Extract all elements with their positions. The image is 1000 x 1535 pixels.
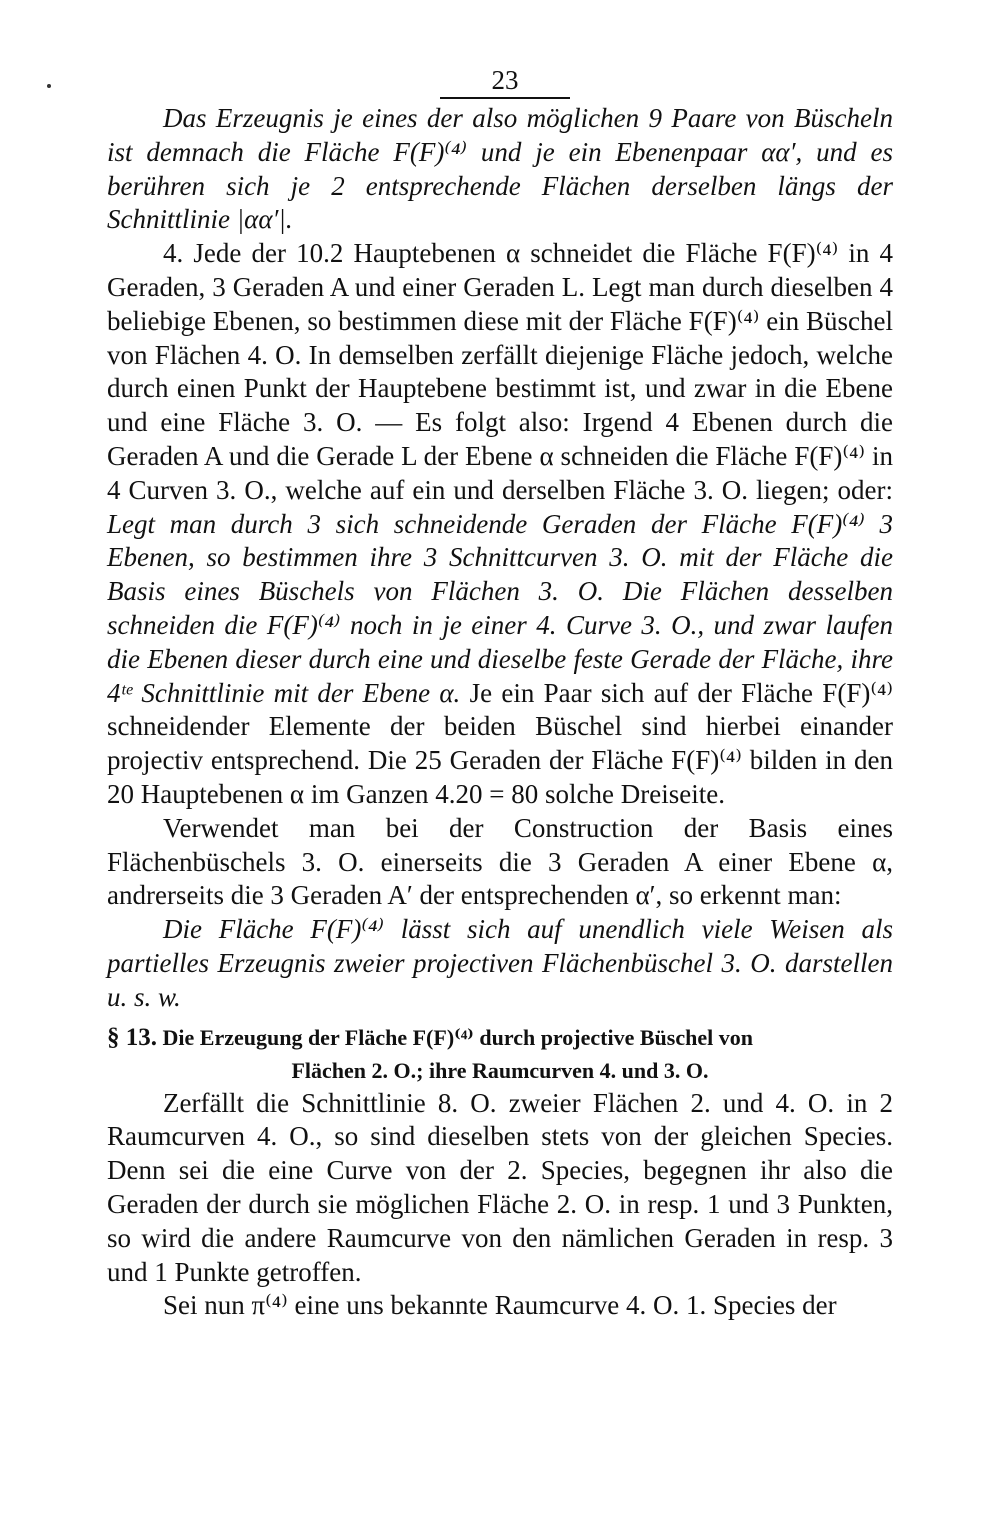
section-title-line-1: Die Erzeugung der Fläche F(F)⁽⁴⁾ durch projective Büschel von [162,1024,753,1050]
stray-ink-dot [47,84,51,88]
paragraph-1: Das Erzeugnis je eines der also möglichen 9 Paare von Büscheln ist demnach die Fläche F(F)⁽⁴⁾ und je ein Ebenenpaar αα′, und es berühren sich je 2 entsprechende Flächen derselben längs der Schnittlinie |αα′|. [107,103,893,235]
page-number-rule [440,97,570,99]
paragraph-3: Verwendet man bei der Construction der Basis eines Flächenbüschels 3. O. einerseits die 3 Geraden A einer Ebene α, andrerseits die 3 Geraden A′ der entsprechenden α′, so erkennt man: [107,812,893,911]
paragraph-4-theorem: Die Fläche F(F)⁽⁴⁾ lässt sich auf unendlich viele Weisen als partielles Erzeugnis zweier projectiven Flächenbüschel 3. O. darstellen u. s. w. [107,914,893,1012]
page-number: 23 [491,65,519,95]
paragraph-2-theorem: Legt man durch 3 sich schneidende Geraden der Fläche F(F)⁽⁴⁾ 3 Ebenen, so bestimmen ihre 3 Schnittcurven 3. O. mit der Fläche die Basis eines Büschels von Flächen 3. O. Die Flächen desselben schneiden die F(F)⁽⁴⁾ noch in je einer 4. Curve 3. O., und zwar laufen die Ebenen dieser durch eine und dieselbe feste Gerade der Fläche, ihre 4ᵗᵉ Schnittlinie mit der Ebene α. [107,508,893,708]
paragraph-2-regular: 4. Jede der 10.2 Hauptebenen α schneidet die Fläche F(F)⁽⁴⁾ in 4 Geraden, 3 Geraden A und einer Geraden L. Legt man durch dieselben 4 beliebige Ebenen, so bestimmen diese mit der Fläche F(F)⁽⁴⁾ ein Büschel von Flächen 4. O. In demselben zerfällt diejenige Fläche jedoch, welche durch einen Punkt der Hauptebene bestimmt ist, und zwar in die Ebene und eine Fläche 3. O. — Es folgt also: Irgend 4 Ebenen durch die Geraden A und die Gerade L der Ebene α schneiden die Fläche F(F)⁽⁴⁾ in 4 Curven 3. O., welche auf ein und derselben Fläche 3. O. liegen; oder: [107,238,893,505]
section-number: § 13. [107,1023,157,1051]
paragraph-6: Sei nun π⁽⁴⁾ eine uns bekannte Raumcurve 4. O. 1. Species der [163,1290,837,1321]
page-header [107,62,893,102]
paragraph-2 [107,237,893,812]
main-text [107,102,893,1323]
paragraph-5: Zerfällt die Schnittlinie 8. O. zweier Flächen 2. und 4. O. in 2 Raumcurven 4. O., so sind dieselben stets von der gleichen Species. Denn sei die eine Curve von der 2. Species, begegnen ihr also die Geraden der durch sie möglichen Fläche 2. O. in resp. 1 und 3 Punkten, so wird die andere Raumcurve von den nämlichen Geraden in resp. 3 und 1 Punkte getroffen. [107,1087,893,1287]
section-title-line-2: Flächen 2. O.; ihre Raumcurven 4. und 3. O. [291,1057,709,1083]
book-page [107,62,893,1323]
section-heading [107,1021,893,1087]
paragraph-2-tail: Je ein Paar sich auf der Fläche F(F)⁽⁴⁾ schneidender Elemente der beiden Büschel sind hierbei einander projectiv entsprechend. Die 25 Geraden der Fläche F(F)⁽⁴⁾ bilden in den 20 Hauptebenen α im Ganzen 4.20 = 80 solche Dreiseite. [107,677,894,809]
